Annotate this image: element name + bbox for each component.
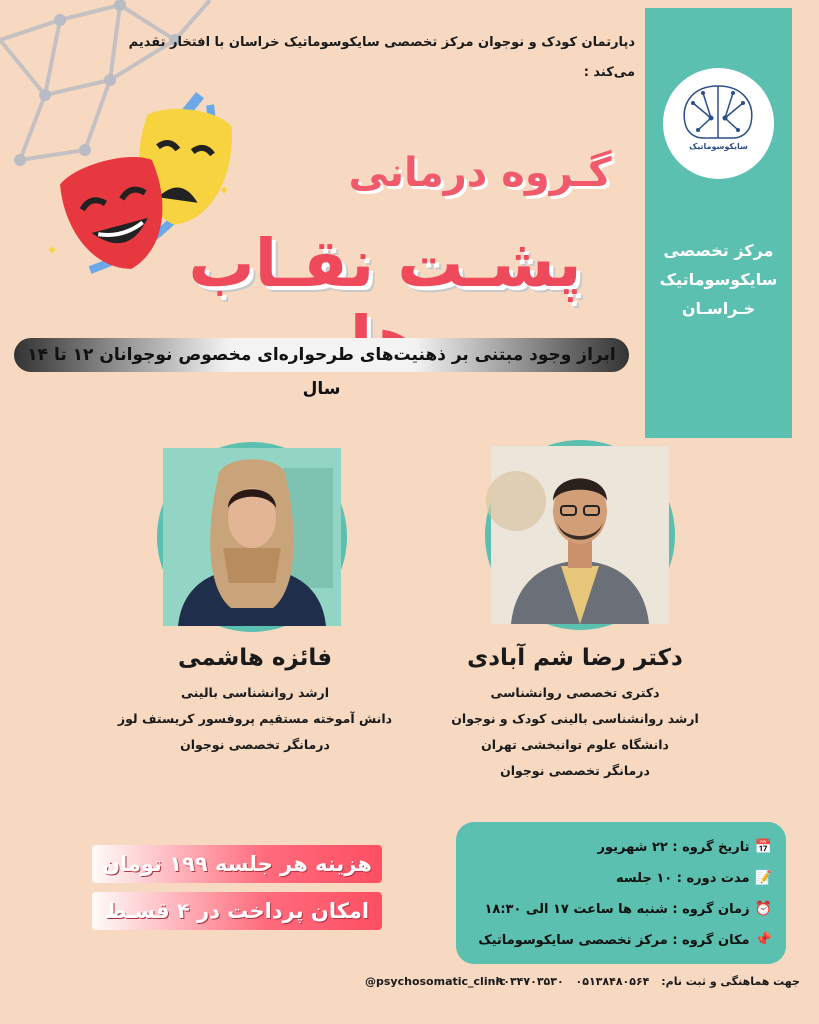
info-date (470, 832, 772, 863)
side-panel (645, 8, 792, 438)
pushpin-icon: 📌 (754, 932, 772, 948)
man-portrait-icon (491, 446, 669, 624)
photo-left-therapist (157, 442, 347, 632)
info-time-text: زمان گروه : شنبه ها ساعت ۱۷ الی ۱۸:۳۰ (484, 902, 750, 917)
info-date-text: تاریخ گروه : ۲۲ شهریور (597, 840, 750, 855)
phone-mobile[interactable]: ۰۹۰۳۴۷۰۳۵۳۰ (489, 975, 564, 988)
subtitle-pill: ابراز وجود مبتنی بر ذهنیت‌های طرحواره‌ای مخصوص نوجوانان ۱۲ تا ۱۴ سال (14, 338, 629, 372)
photo-right-therapist (485, 440, 675, 630)
therapist-left-cred-3: درمانگر تخصصی نوجوان (180, 737, 330, 752)
therapist-right-credentials (440, 680, 710, 784)
therapist-left-credentials (110, 680, 400, 758)
installment-banner: امکان پرداخت در ۴ قسـط (92, 892, 382, 930)
calendar-icon: 📅 (754, 839, 772, 855)
title-big: پشـت نقـاب (188, 225, 582, 302)
therapist-right-cred-4: درمانگر تخصصی نوجوان (500, 763, 650, 778)
title-small: گـروه درمانی (348, 150, 612, 196)
info-place (470, 925, 772, 956)
center-name (645, 236, 792, 323)
clinic-logo (663, 68, 774, 179)
therapist-left-name: فائزه هاشمی (177, 645, 333, 671)
phone-landline[interactable]: ۰۵۱۳۸۴۸۰۵۶۴ (575, 975, 650, 988)
info-duration (470, 863, 772, 894)
therapist-right-cred-1: دکتری تخصصی روانشناسی (490, 685, 660, 700)
brain-network-icon (663, 68, 774, 179)
center-name-line1: مرکز تخصصی (663, 241, 774, 260)
info-duration-text: مدت دوره : ۱۰ جلسه (616, 871, 750, 886)
therapist-left-cred-1: ارشد روانشناسی بالینی (180, 685, 330, 700)
instagram-handle[interactable]: @psychosomatic_clinic (365, 975, 506, 988)
woman-portrait-icon (163, 448, 341, 626)
memo-icon: 📝 (754, 870, 772, 886)
avatar-left (163, 448, 341, 626)
center-name-line3: خـراسـان (681, 299, 756, 318)
center-name-line2: سایکوسوماتیک (659, 270, 778, 289)
therapist-right-cred-2: ارشد روانشناسی بالینی کودک و نوجوان (451, 711, 699, 726)
price-banner: هزینه هر جلسه ۱۹۹ تومان (92, 845, 382, 883)
info-place-text: مکان گروه : مرکز تخصصی سایکوسوماتیک (478, 933, 750, 948)
therapist-right-cred-3: دانشگاه علوم توانبخشی تهران (481, 737, 669, 752)
footer-label: جهت هماهنگی و ثبت نام: (661, 975, 800, 988)
therapist-right-name: دکتر رضا شم آبادی (467, 645, 683, 671)
alarm-clock-icon: ⏰ (754, 901, 772, 917)
therapist-left-cred-2: دانش آموخته مستقیم پروفسور کریستف لوز (117, 711, 393, 726)
info-box (456, 822, 786, 964)
intro-text: دپارتمان کودک و نوجوان مرکز تخصصی سایکوسوماتیک خراسان با افتخار تقدیم می‌کند : (128, 35, 635, 80)
svg-text:✦: ✦ (46, 243, 58, 259)
avatar-right (491, 446, 669, 624)
svg-text:✦: ✦ (218, 183, 230, 199)
logo-text: سایکوسوماتیک (689, 142, 748, 151)
info-time (470, 894, 772, 925)
